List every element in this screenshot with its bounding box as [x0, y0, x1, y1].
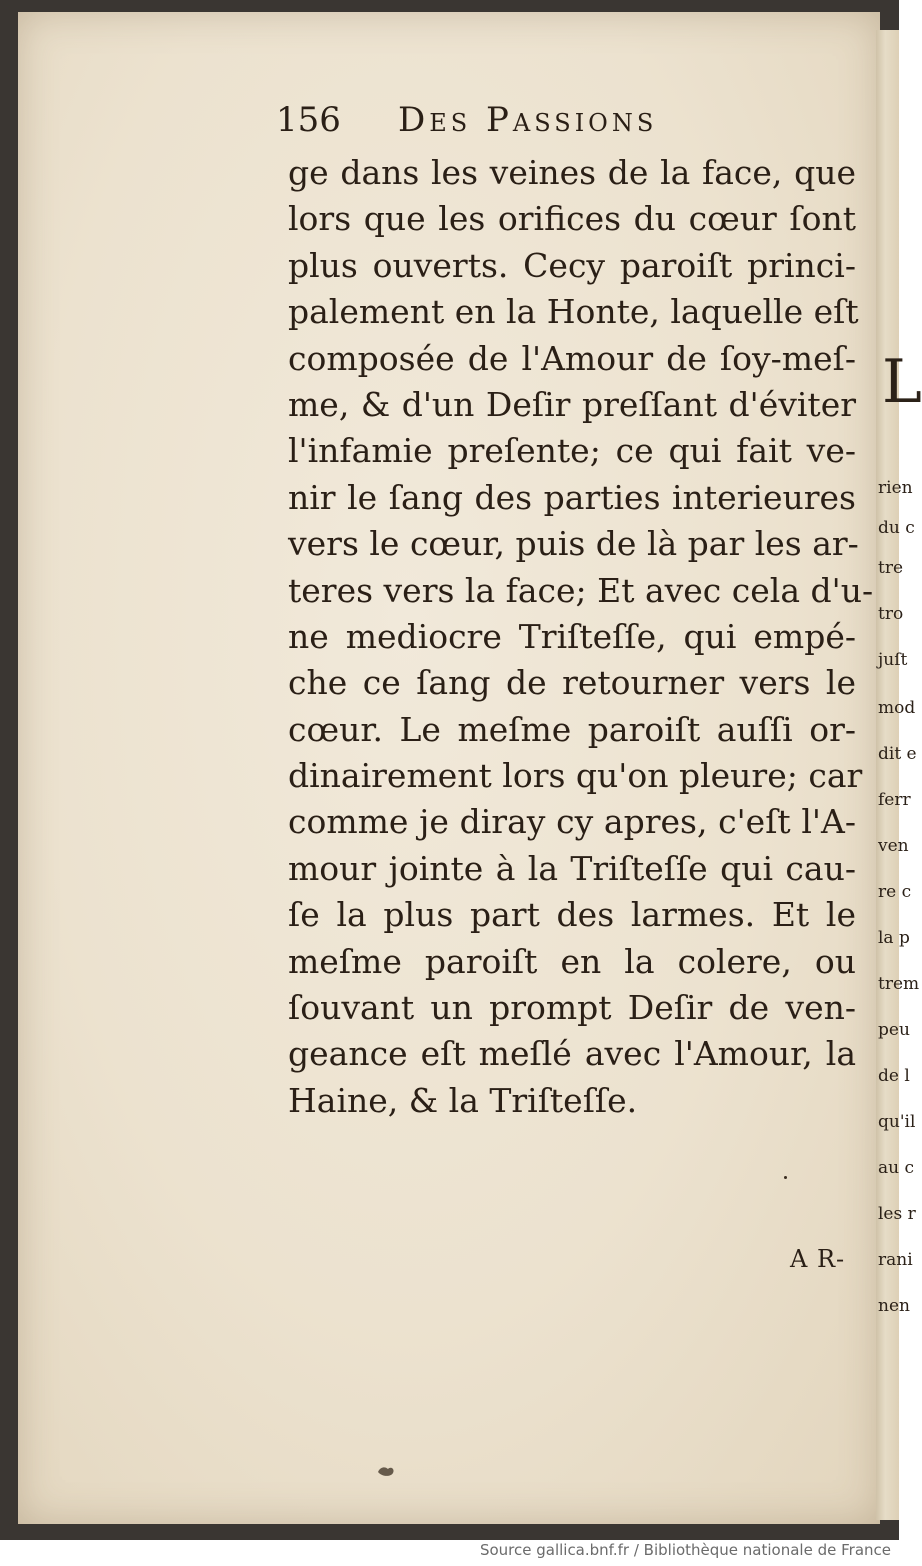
ink-blot-ornament-icon — [376, 1464, 396, 1478]
facing-page-fragment: tre — [878, 558, 904, 578]
text-line: comme je diray cy apres, c'eſt l'A- — [288, 802, 856, 842]
text-line: composée de l'Amour de ſoy-meſ- — [288, 338, 856, 378]
facing-page-fragment: les r — [878, 1204, 916, 1224]
facing-page-fragment: mod — [878, 698, 916, 718]
facing-page-fragment: ven — [878, 836, 909, 856]
facing-page-fragment: tro — [878, 604, 904, 624]
facing-page-fragment: de l — [878, 1066, 910, 1086]
text-line: me, & d'un Deſir preſſant d'éviter — [288, 384, 856, 424]
facing-page-fragment: peu — [878, 1020, 910, 1040]
text-line: ſouvant un prompt Deſir de ven- — [288, 988, 856, 1028]
text-line: ge dans les veines de la face, que — [288, 153, 856, 192]
facing-page-edge — [876, 30, 922, 1520]
text-line: teres vers la face; Et avec cela d'u- — [288, 570, 874, 610]
running-title: Des Passions — [398, 100, 658, 140]
text-line: plus ouverts. Cecy paroiſt princi- — [288, 245, 856, 285]
facing-page-fragment: nen — [878, 1296, 910, 1316]
catchword: A R- — [790, 1245, 846, 1273]
text-line: l'infamie preſente; ce qui fait ve- — [288, 431, 856, 471]
text-line: nir le ſang des parties interieures — [288, 477, 856, 517]
text-line: meſme paroiſt en la colere, ou — [288, 941, 856, 981]
source-credit: Source gallica.bnf.fr / Bibliothèque nationale de France — [479, 1541, 891, 1559]
facing-page-fragment: au c — [878, 1158, 915, 1178]
facing-page-fragment: ferr — [878, 790, 911, 810]
text-line: lors que les orifices du cœur ſont — [288, 199, 856, 239]
text-line: palement en la Honte, laquelle eſt — [288, 292, 859, 332]
facing-page-fragment: rien — [878, 478, 913, 498]
facing-page-initial: L — [882, 347, 922, 417]
facing-page-fragment: juſt — [878, 650, 908, 670]
facing-page-fragment: rani — [878, 1250, 913, 1270]
text-line-last: Haine, & la Triſteſſe. — [288, 1080, 638, 1120]
text-line: dinairement lors qu'on pleure; car — [288, 756, 863, 796]
ink-speck — [784, 1176, 787, 1179]
facing-page-fragment: re c — [878, 882, 912, 902]
text-line: mour jointe à la Triſteſſe qui cau- — [288, 848, 856, 888]
facing-page-fragment: qu'il — [878, 1112, 916, 1132]
facing-page-fragment: dit e — [878, 744, 917, 764]
facing-page-fragment: trem — [878, 974, 920, 994]
text-line: cœur. Le meſme paroiſt auſſi or- — [288, 709, 856, 749]
text-line: ne mediocre Triſteſſe, qui empé- — [288, 616, 856, 656]
facing-page-fragment: la p — [878, 928, 910, 948]
text-line: vers le cœur, puis de là par les ar- — [288, 524, 859, 564]
text-line: ſe la plus part des larmes. Et le — [288, 895, 856, 935]
facing-page-fragment: du c — [878, 518, 915, 538]
page-number: 156 — [276, 100, 341, 140]
text-line: geance eſt meſlé avec l'Amour, la — [288, 1034, 856, 1074]
running-header — [276, 100, 856, 146]
text-line: che ce ſang de retourner vers le — [288, 663, 856, 703]
body-text — [288, 150, 874, 1124]
